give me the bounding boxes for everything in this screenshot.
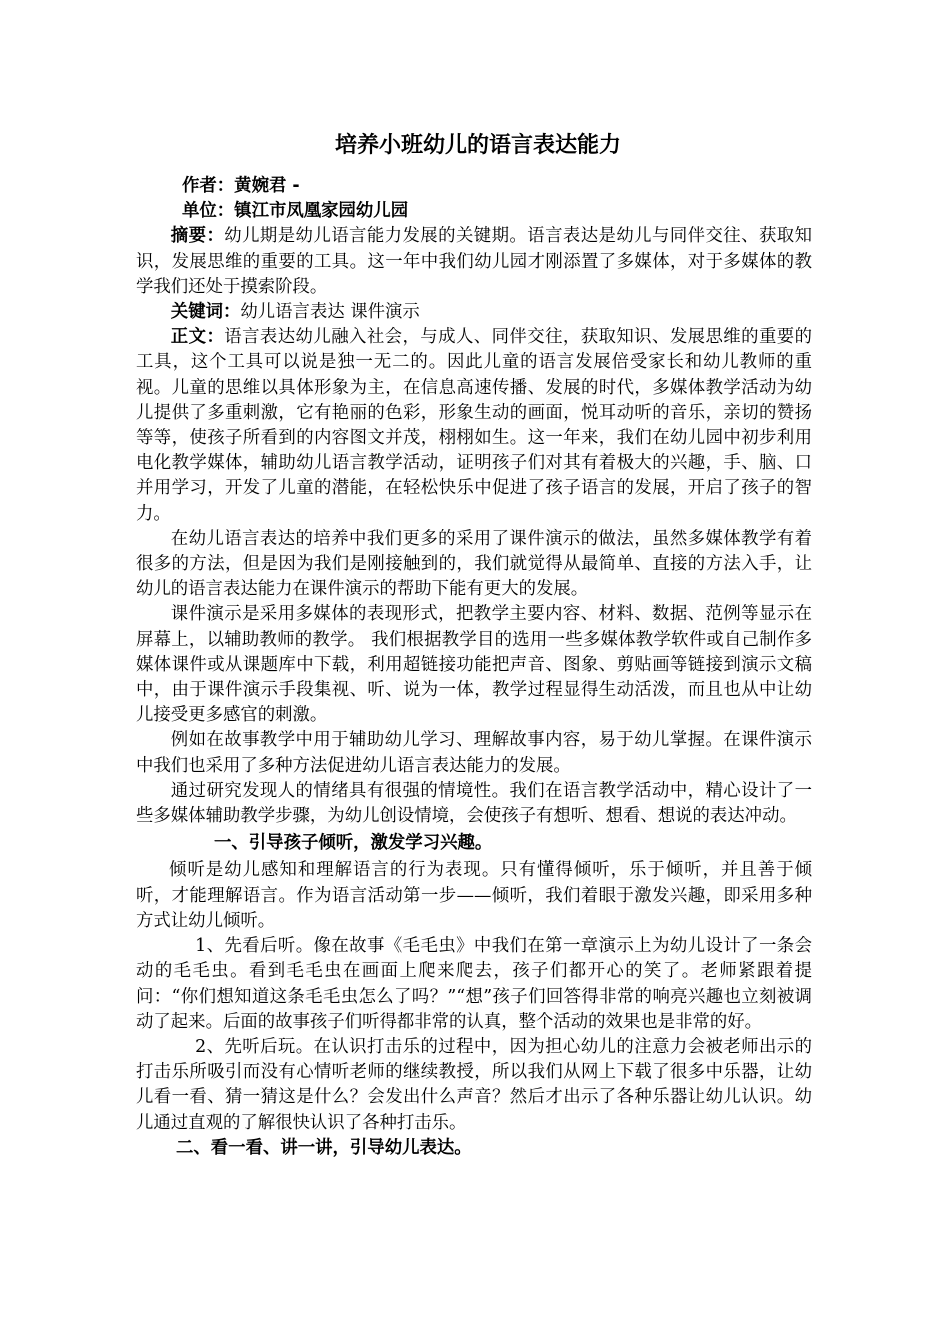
keywords-paragraph: [136, 300, 812, 325]
abstract-label: 摘要：: [170, 226, 225, 247]
body-paragraph-2: 在幼儿语言表达的培养中我们更多的采用了课件演示的做法，虽然多媒体教学有着很多的方法，但是因为我们是刚接触到的，我们就觉得从最简单、直接的方法入手，让幼儿的语言表达能力在课件演示的帮助下能有更大的发展。: [136, 528, 812, 600]
section-1-paragraph: 倾听是幼儿感知和理解语言的行为表现。只有懂得倾听，乐于倾听，并且善于倾听，才能理解语言。作为语言活动第一步——倾听，我们着眼于激发兴趣，即采用多种方式让幼儿倾听。: [136, 860, 812, 931]
abstract-paragraph: [136, 224, 812, 300]
body-paragraph-5: 通过研究发现人的情绪具有很强的情境性。我们在语言教学活动中，精心设计了一些多媒体辅助教学步骤，为幼儿创设情境，会使孩子有想听、想看、想说的表达冲动。: [136, 780, 812, 827]
keywords-text: 幼儿语言表达 课件演示: [240, 302, 420, 323]
body-paragraph-3: 课件演示是采用多媒体的表现形式，把教学主要内容、材料、数据、范例等显示在屏幕上，以辅助教师的教学。 我们根据教学目的选用一些多媒体教学软件或自己制作多媒体课件或从课题库中下载，利用超链接功能把声音、图象、剪贴画等链接到演示文稿中，由于课件演示手段集视、听、说为一体，教学过程显得生动活泼，而且也从中让幼儿接受更多感官的刺激。: [136, 604, 812, 726]
section-1-heading: 一、引导孩子倾听，激发学习兴趣。: [214, 833, 493, 854]
body-paragraph-1: [136, 325, 812, 527]
unit-line: 单位：镇江市凤凰家园幼儿园: [182, 201, 409, 222]
author-line: 作者：黄婉君 -: [182, 176, 300, 196]
section-1-item-2: 2、先听后玩。在认识打击乐的过程中，因为担心幼儿的注意力会被老师出示的打击乐所吸引而没有心情听老师的继续教授，所以我们从网上下载了很多中乐器，让幼儿看一看、猜一猜这是什么？会发出什么声音？然后才出示了各种乐器让幼儿认识。幼儿通过直观的了解很快认识了各种打击乐。: [136, 1036, 812, 1133]
section-1-item-1: 1、先看后听。像在故事《毛毛虫》中我们在第一章演示上为幼儿设计了一条会动的毛毛虫。看到毛毛虫在画面上爬来爬去，孩子们都开心的笑了。老师紧跟着提问：“你们想知道这条毛毛虫怎么了吗？”“想”孩子们回答得非常的响亮兴趣也立刻被调动了起来。后面的故事孩子们听得都非常的认真，整个活动的效果也是非常的好。: [136, 936, 812, 1032]
body-paragraph-1-text: 语言表达幼儿融入社会，与成人、同伴交往，获取知识、发展思维的重要的工具，这个工具可以说是独一无二的。因此儿童的语言发展倍受家长和幼儿教师的重视。儿童的思维以具体形象为主，在信息高速传播、发展的时代，多媒体教学活动为幼儿提供了多重刺激，它有艳丽的色彩，形象生动的画面，悦耳动听的音乐，亲切的赞扬等等，使孩子所看到的内容图文并茂，栩栩如生。这一年来，我们在幼儿园中初步利用电化教学媒体，辅助幼儿语言教学活动，证明孩子们对其有着极大的兴趣，手、脑、口并用学习，开发了儿童的潜能，在轻松快乐中促进了孩子语言的发展，开启了孩子的智力。: [136, 327, 812, 524]
section-2-heading: 二、看一看、讲一讲，引导幼儿表达。: [176, 1137, 472, 1158]
abstract-text: 幼儿期是幼儿语言能力发展的关键期。语言表达是幼儿与同伴交往、获取知识，发展思维的重要的工具。这一年中我们幼儿园才刚添置了多媒体，对于多媒体的教学我们还处于摸索阶段。: [136, 226, 812, 297]
body-label: 正文：: [170, 327, 225, 348]
document-title: 培养小班幼儿的语言表达能力: [334, 133, 621, 158]
keywords-label: 关键词：: [170, 302, 241, 323]
document-page: [136, 130, 812, 1161]
body-paragraph-4: 例如在故事教学中用于辅助幼儿学习、理解故事内容，易于幼儿掌握。在课件演示中我们也采用了多种方法促进幼儿语言表达能力的发展。: [136, 730, 812, 776]
